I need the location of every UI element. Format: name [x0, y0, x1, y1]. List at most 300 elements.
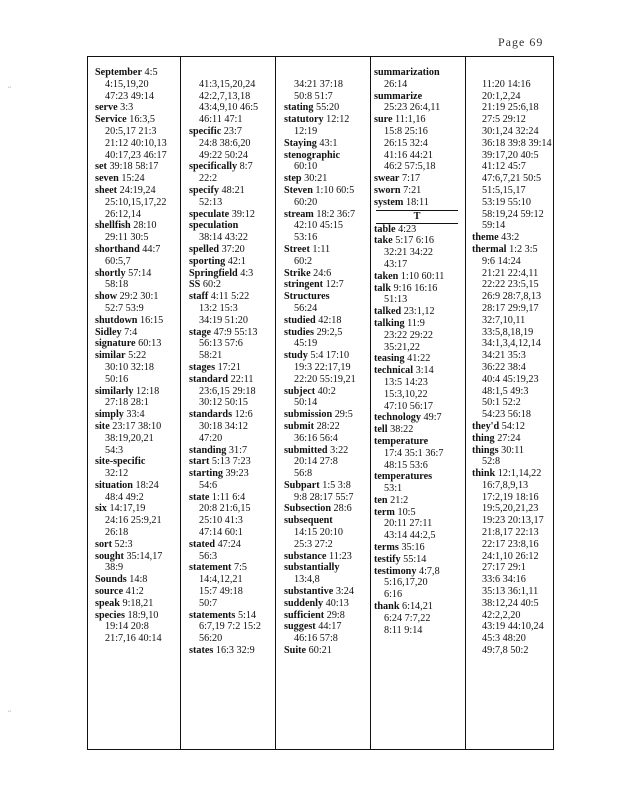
index-reference-continuation: 25:10,15,17,22 [105, 196, 167, 208]
index-term: sheet [95, 184, 118, 196]
index-term: start [189, 456, 210, 468]
index-reference-continuation: 23:22 29:22 [384, 329, 433, 341]
index-entry [374, 353, 460, 365]
index-term: subject [284, 385, 316, 397]
index-term: serve [95, 102, 118, 114]
index-reference-continuation: 30:10 32:18 [105, 361, 154, 373]
index-reference-continuation: 47:20 [199, 432, 223, 444]
index-entry [189, 374, 261, 386]
index-reference: 55:20 [313, 102, 340, 114]
index-reference-continuation: 53:19 55:10 [482, 196, 531, 208]
index-term: theme [472, 232, 499, 244]
index-entry [189, 468, 261, 480]
index-entry [189, 268, 261, 280]
index-reference-continuation: 54:23 56:18 [482, 409, 531, 421]
index-reference-continuation: 43:17 [384, 258, 408, 270]
index-entry [95, 386, 167, 398]
index-reference: 57:14 [125, 267, 152, 279]
index-reference-continuation: 20:1,2,24 [482, 90, 521, 102]
index-term: suggest [284, 621, 316, 633]
index-reference-continuation: 38:14 43:22 [199, 232, 248, 244]
index-reference-continuation: 60:5,7 [105, 255, 131, 267]
index-term: ten [374, 494, 388, 506]
index-term: system [374, 196, 404, 208]
index-entry [95, 480, 167, 492]
index-reference-continuation: 45:19 [294, 338, 318, 350]
index-entry [284, 173, 356, 185]
index-term: submission [284, 409, 333, 421]
column-divider [370, 57, 371, 749]
index-entry [95, 551, 167, 563]
index-entry [189, 256, 261, 268]
index-reference: 16:15 [137, 314, 164, 326]
index-term: situation [95, 479, 133, 491]
index-reference-continuation: 53:1 [384, 483, 403, 495]
index-term: site-specific [95, 456, 146, 468]
index-entry [189, 610, 261, 622]
index-entry [189, 67, 261, 79]
index-column-5 [472, 67, 552, 657]
index-term: sort [95, 538, 112, 550]
column-divider [465, 57, 466, 749]
index-entry [189, 279, 261, 291]
index-term: specifically [189, 161, 238, 173]
index-entry [374, 542, 460, 554]
index-term: sufficient [284, 609, 325, 621]
index-entry [374, 91, 460, 103]
index-reference: 16:3,5 [126, 114, 155, 126]
index-reference-continuation: 48:1,5 49:3 [482, 385, 529, 397]
index-entry [472, 244, 552, 256]
index-reference: 29:5 [332, 409, 353, 421]
index-reference-continuation: 41:16 44:21 [384, 149, 433, 161]
index-term: show [95, 291, 118, 303]
index-reference-continuation: 30:18 34:12 [199, 420, 248, 432]
index-reference: 29:2 30:1 [117, 291, 159, 303]
index-reference-continuation: 21:12 40:10,13 [105, 137, 167, 149]
index-term: stringent [284, 279, 324, 291]
index-term: Service [95, 114, 127, 126]
index-reference: 18:2 36:7 [313, 208, 356, 220]
index-reference: 12:6 [232, 409, 253, 421]
index-entry [95, 421, 167, 433]
index-term: signature [95, 338, 136, 350]
index-term: stating [284, 102, 314, 114]
index-reference-continuation: 35:21,22 [384, 341, 420, 353]
index-reference-continuation: 60:20 [294, 196, 318, 208]
index-term: state [189, 491, 210, 503]
index-reference: 17:21 [215, 361, 241, 373]
index-entry [189, 291, 261, 303]
index-reference-continuation: 9:8 28:17 55:7 [294, 491, 354, 503]
index-reference: 52:3 [111, 538, 133, 550]
index-reference: 35:14,17 [123, 550, 163, 562]
index-reference-continuation: 50:7 [199, 597, 218, 609]
index-term: shorthand [95, 243, 140, 255]
index-entry [284, 445, 356, 457]
index-entry [284, 209, 356, 221]
index-reference-continuation: 49:7,8 50:2 [482, 645, 529, 657]
index-entry [284, 150, 356, 162]
index-reference: 3:22 [327, 444, 349, 456]
index-term: studies [284, 326, 315, 338]
index-reference-continuation: 47:23 49:14 [105, 90, 154, 102]
index-reference: 18:11 [403, 196, 429, 208]
index-term: staff [189, 291, 209, 303]
index-term: Suite [284, 645, 307, 657]
index-entry [374, 424, 460, 436]
index-term: set [95, 161, 107, 173]
index-reference-continuation: 46:16 57:8 [294, 633, 338, 645]
index-entry [472, 232, 552, 244]
index-reference: 12:18 [133, 385, 160, 397]
index-reference-continuation: 60:2 [294, 255, 313, 267]
index-term: terms [374, 542, 399, 554]
index-reference: 4:3 [237, 267, 254, 279]
index-entry [374, 495, 460, 507]
index-reference: 12:12 [323, 114, 350, 126]
index-reference-continuation: 34:19 51:20 [199, 314, 248, 326]
index-term: tell [374, 424, 388, 436]
index-term: thermal [472, 243, 507, 255]
index-entry [374, 271, 460, 283]
index-reference-continuation: 24:16 25:9,21 [105, 515, 162, 527]
index-reference: 5:14 [235, 609, 257, 621]
index-term: Street [284, 243, 310, 255]
index-term: swear [374, 173, 400, 185]
index-column-3 [284, 67, 356, 657]
index-reference-continuation: 38:12,24 40:5 [482, 597, 539, 609]
index-reference: 4:11 5:22 [208, 291, 250, 303]
index-reference: 30:11 [498, 444, 524, 456]
index-entry [284, 551, 356, 563]
index-reference-continuation: 43:19 44:10,24 [482, 621, 544, 633]
index-reference: 7:17 [399, 173, 421, 185]
index-reference: 7:21 [400, 184, 422, 196]
index-term: statement [189, 562, 232, 574]
index-reference-continuation: 14:15 20:10 [294, 527, 343, 539]
index-reference-continuation: 28:17 29:9,17 [482, 302, 539, 314]
index-entry [284, 610, 356, 622]
index-reference-continuation: 19:14 20:8 [105, 621, 149, 633]
index-reference-continuation: 34:21 35:3 [482, 350, 526, 362]
index-reference: 37:20 [219, 243, 245, 255]
index-reference: 23:1,12 [401, 306, 435, 318]
index-reference: 9:18,21 [119, 597, 154, 609]
index-reference-continuation: 16:7,8,9,13 [482, 479, 529, 491]
index-reference: 1:10 60:11 [398, 270, 445, 282]
index-reference-continuation: 54:3 [105, 444, 124, 456]
index-entry [95, 456, 167, 468]
index-reference-continuation: 15:3,10,22 [384, 388, 428, 400]
index-entry [472, 433, 552, 445]
index-column-4 [374, 67, 460, 636]
index-reference-continuation: 50:16 [105, 373, 129, 385]
index-reference-continuation: 43:14 44:2,5 [384, 530, 436, 542]
index-entry [284, 327, 356, 339]
index-term: Sounds [95, 574, 127, 586]
index-entry [284, 409, 356, 421]
index-reference-continuation: 6:24 7:7,22 [384, 612, 431, 624]
index-term: Strike [284, 267, 311, 279]
index-reference: 23:17 38:10 [109, 420, 162, 432]
index-reference: 5:4 17:10 [307, 350, 350, 362]
index-reference-continuation: 35:13 36:1,11 [482, 586, 539, 598]
index-reference-continuation: 47:14 60:1 [199, 527, 243, 539]
index-reference: 29:2,5 [314, 326, 343, 338]
index-reference-continuation: 41:3,15,20,24 [199, 78, 256, 90]
index-reference: 1:5 3:8 [319, 479, 351, 491]
index-reference: 3:24 [333, 586, 354, 598]
index-entry [95, 161, 167, 173]
index-reference-continuation: 56:8 [294, 468, 313, 480]
index-reference-continuation: 32:12 [105, 468, 129, 480]
index-entry [95, 574, 167, 586]
index-reference-continuation: 24:1,10 26:12 [482, 550, 539, 562]
index-reference: 24:6 [310, 267, 332, 279]
index-reference-continuation: 59:14 [482, 220, 506, 232]
index-term: submitted [284, 444, 328, 456]
page-number-label: Page 69 [498, 35, 544, 49]
index-reference: 47:24 [215, 538, 241, 550]
index-reference: 60:21 [306, 645, 332, 657]
index-entry [284, 515, 356, 527]
index-entry [374, 197, 460, 209]
index-entry [472, 468, 552, 480]
index-entry [374, 318, 460, 330]
index-reference-continuation: 39:17,20 40:5 [482, 149, 539, 161]
index-entry [95, 338, 167, 350]
index-entry [95, 350, 167, 362]
index-reference-continuation: 25:10 41:3 [199, 515, 243, 527]
index-entry [284, 586, 356, 598]
index-entry [374, 224, 460, 236]
index-entry [472, 67, 552, 79]
index-entry [189, 492, 261, 504]
index-entry [95, 244, 167, 256]
index-reference-continuation: 19:5,20,21,23 [482, 503, 539, 515]
index-reference-continuation: 24:8 38:6,20 [199, 137, 251, 149]
index-term: substantially [284, 562, 340, 574]
index-entry [284, 315, 356, 327]
index-entry [189, 409, 261, 421]
index-reference: 41:2 [123, 586, 144, 598]
index-term: standards [189, 409, 233, 421]
index-reference-continuation: 30:12 50:15 [199, 397, 248, 409]
index-term: talking [374, 317, 405, 329]
index-reference: 4:7,8 [416, 565, 440, 577]
index-reference-continuation: 20:14 27:8 [294, 456, 338, 468]
index-reference-continuation: 34:1,3,4,12,14 [482, 338, 541, 350]
index-term: sporting [189, 255, 226, 267]
index-reference-continuation: 26:18 [105, 527, 129, 539]
index-entry [284, 291, 356, 303]
index-reference-continuation: 12:19 [294, 125, 318, 137]
index-term: Springfield [189, 267, 238, 279]
index-reference-continuation: 46:11 47:1 [199, 114, 243, 126]
index-reference: 54:12 [499, 420, 525, 432]
index-reference-continuation: 58:21 [199, 350, 223, 362]
index-reference-continuation: 19:3 22:17,19 [294, 361, 351, 373]
index-entry [189, 539, 261, 551]
index-entry [95, 610, 167, 622]
index-reference: 12:7 [323, 279, 344, 291]
index-term: states [189, 645, 214, 657]
index-reference-continuation: 13:2 15:3 [199, 302, 238, 314]
index-entry [472, 445, 552, 457]
index-term: Subsection [284, 503, 331, 515]
index-term: statutory [284, 114, 324, 126]
index-reference: 10:5 [394, 506, 416, 518]
index-reference: 40:13 [323, 597, 349, 609]
index-reference-continuation: 26:14 [384, 78, 408, 90]
index-reference: 41:22 [404, 353, 431, 365]
index-term: specify [189, 184, 219, 196]
index-term: stage [189, 326, 212, 338]
index-entry [374, 507, 460, 519]
index-reference-continuation: 15:8 25:16 [384, 125, 428, 137]
index-term: submit [284, 420, 315, 432]
index-entry [284, 503, 356, 515]
index-reference: 60:2 [200, 279, 222, 291]
index-term: stated [189, 538, 216, 550]
index-reference: 33:4 [123, 409, 145, 421]
index-reference-continuation: 20:8 21:6,15 [199, 503, 251, 515]
index-reference-continuation: 34:21 37:18 [294, 78, 343, 90]
index-entry [95, 114, 167, 126]
index-reference-continuation: 52:8 [482, 456, 501, 468]
index-reference: 60:13 [135, 338, 162, 350]
index-entry [472, 421, 552, 433]
index-term: talk [374, 282, 391, 294]
index-term: thing [472, 432, 495, 444]
index-entry [284, 621, 356, 633]
index-reference-continuation: 29:11 30:5 [105, 232, 149, 244]
index-term: six [95, 503, 107, 515]
index-reference: 22:11 [228, 373, 254, 385]
index-term: September [95, 67, 142, 78]
index-reference: 11:9 [404, 317, 425, 329]
index-term: technology [374, 412, 421, 424]
index-term: stenographic [284, 149, 341, 161]
index-reference-continuation: 23:6,15 29:18 [199, 385, 256, 397]
index-entry [374, 436, 460, 448]
index-entry [189, 562, 261, 574]
index-entry [374, 235, 460, 247]
index-entry [189, 244, 261, 256]
index-entry [374, 114, 460, 126]
index-reference: 3:3 [117, 102, 134, 114]
index-entry [189, 362, 261, 374]
index-reference-continuation: 17:4 35:1 36:7 [384, 447, 444, 459]
index-reference-continuation: 30:1,24 32:24 [482, 125, 539, 137]
index-term: Sidley [95, 326, 122, 338]
index-term: studied [284, 314, 316, 326]
index-reference: 27:24 [494, 432, 521, 444]
index-reference-continuation: 42:10 45:15 [294, 220, 343, 232]
index-term: starting [189, 468, 223, 480]
index-term: shutdown [95, 314, 138, 326]
index-reference: 8:7 [237, 161, 253, 173]
index-reference-continuation: 50:14 [294, 397, 318, 409]
index-entry [284, 114, 356, 126]
index-term: term [374, 506, 395, 518]
index-reference-continuation: 36:18 39:8 39:14 [482, 137, 552, 149]
index-term: site [95, 420, 110, 432]
index-entry [189, 220, 261, 232]
index-reference: 29:8 [324, 609, 345, 621]
index-reference-continuation: 42:2,2,20 [482, 609, 521, 621]
index-column-2 [189, 67, 261, 657]
index-entry [284, 480, 356, 492]
index-reference: 48:21 [219, 184, 245, 196]
index-entry [374, 283, 460, 295]
index-entry [374, 566, 460, 578]
index-term: spelled [189, 243, 220, 255]
index-reference: 15:24 [118, 173, 145, 185]
index-reference-continuation: 22:2 [199, 173, 218, 185]
index-reference-continuation: 56:3 [199, 550, 218, 562]
index-reference-continuation: 21:21 22:4,11 [482, 267, 539, 279]
index-entry [95, 291, 167, 303]
index-reference-continuation: 6:7,19 7:2 15:2 [199, 621, 261, 633]
index-reference-continuation: 36:16 56:4 [294, 432, 338, 444]
index-reference: 39:12 [229, 208, 255, 220]
index-reference: 4:5 [141, 67, 158, 78]
index-entry [95, 268, 167, 280]
index-reference: 14:8 [126, 574, 148, 586]
index-reference-continuation: 42:2,7,13,18 [199, 90, 251, 102]
index-term: teasing [374, 353, 405, 365]
column-divider [275, 57, 276, 749]
index-reference: 16:3 32:9 [213, 645, 255, 657]
index-reference-continuation: 8:11 9:14 [384, 624, 423, 636]
index-reference: 28:22 [314, 420, 340, 432]
index-reference-continuation: 46:2 57:5,18 [384, 161, 436, 173]
index-reference-continuation: 20:11 27:11 [384, 518, 433, 530]
index-term: sure [374, 114, 393, 126]
index-entry [284, 645, 356, 657]
index-reference: 24:19,24 [117, 184, 156, 196]
index-entry [284, 244, 356, 256]
index-reference: 28:10 [130, 220, 157, 232]
index-reference-continuation: 13:4,8 [294, 574, 320, 586]
index-entry [374, 365, 460, 377]
index-reference: 4:23 [395, 223, 417, 235]
index-reference-continuation: 15:7 49:18 [199, 586, 243, 598]
index-term: specific [189, 125, 222, 137]
index-reference: 6:14,21 [399, 601, 433, 613]
index-entry [189, 327, 261, 339]
index-reference-continuation: 38:19,20,21 [105, 432, 154, 444]
index-reference-continuation: 60:10 [294, 161, 318, 173]
index-term: substance [284, 550, 327, 562]
index-entry [284, 67, 356, 79]
index-entry [95, 327, 167, 339]
index-entry [284, 562, 356, 574]
index-entry [374, 185, 460, 197]
index-reference: 1:10 60:5 [312, 184, 355, 196]
index-reference-continuation: 19:23 20:13,17 [482, 515, 544, 527]
index-entry [374, 471, 460, 483]
index-page [87, 56, 554, 750]
index-reference-continuation: 48:15 53:6 [384, 459, 428, 471]
index-reference-continuation: 17:2,19 18:16 [482, 491, 539, 503]
index-entry [374, 173, 460, 185]
index-reference-continuation: 58:19,24 59:12 [482, 208, 544, 220]
index-reference-continuation: 43:4,9,10 46:5 [199, 102, 259, 114]
index-term: testimony [374, 565, 417, 577]
